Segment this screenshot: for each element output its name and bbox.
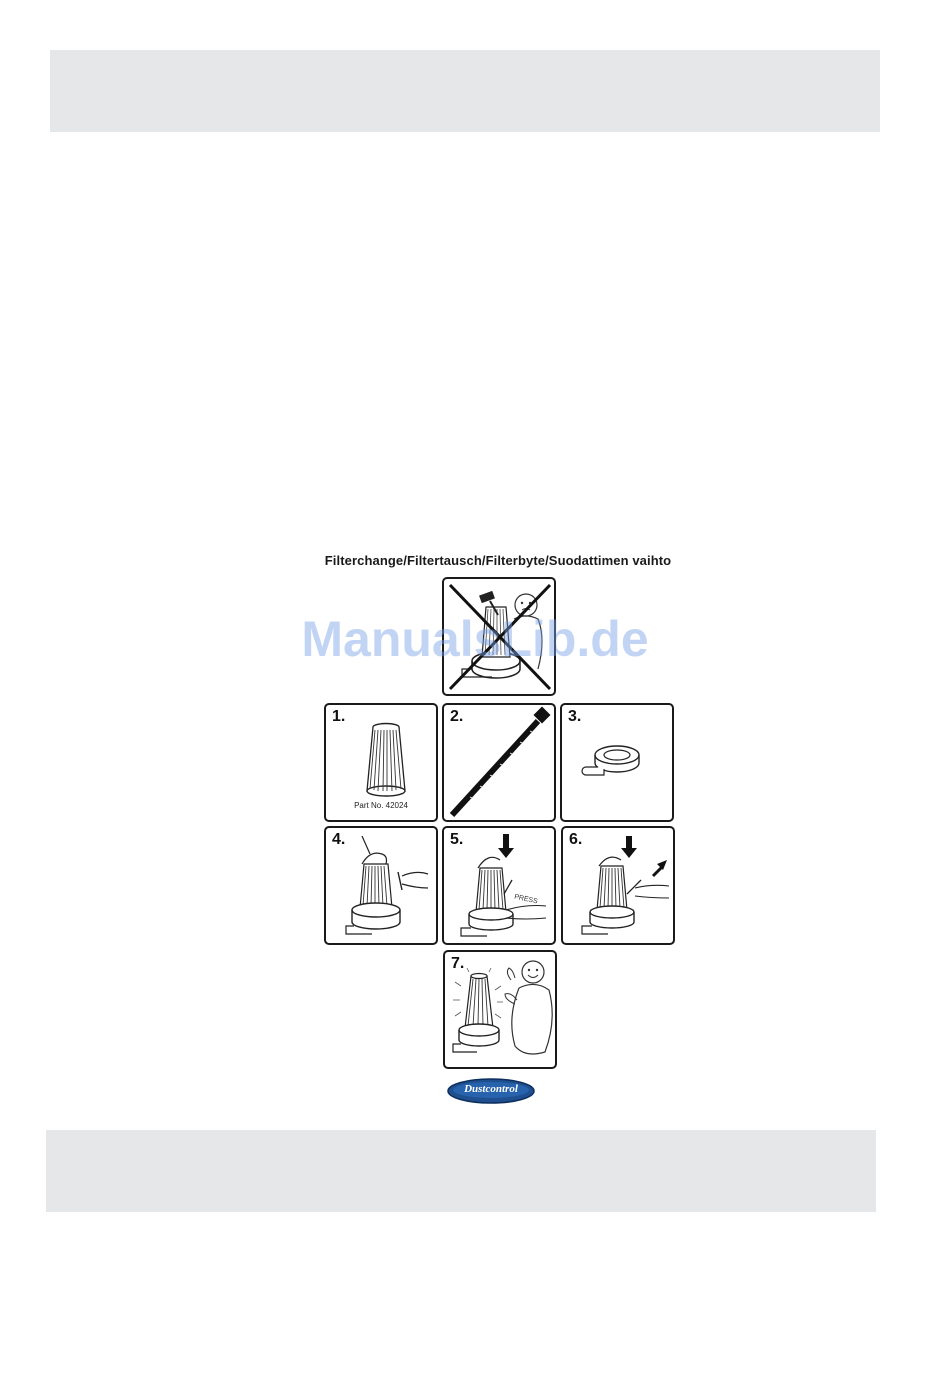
step-number: 6. (569, 831, 583, 848)
step-1-panel (324, 703, 438, 822)
step-7-panel (443, 950, 557, 1069)
step-5-panel (442, 826, 556, 945)
header-band (50, 50, 880, 132)
no-cleaning-warning-icon (444, 579, 556, 696)
step-number: 7. (451, 955, 465, 972)
step-4-panel (324, 826, 438, 945)
watermark: ManualsLib.de (301, 611, 649, 667)
step-number: 5. (450, 831, 464, 848)
step-number: 1. (332, 708, 346, 725)
step-number: 4. (332, 831, 346, 848)
part-number-caption: Part No. 42024 (354, 801, 408, 810)
logo-text: Dustcontrol (464, 1083, 518, 1095)
dustcontrol-logo (447, 1077, 535, 1105)
page-title: Filterchange/Filtertausch/Filterbyte/Suodattimen vaihto (324, 553, 672, 568)
step-2-panel (442, 703, 556, 822)
footer-band (46, 1130, 876, 1212)
step-6-panel (561, 826, 675, 945)
step-number: 3. (568, 708, 582, 725)
press-label: PRESS (513, 893, 539, 906)
step-3-panel (560, 703, 674, 822)
step-number: 2. (450, 708, 464, 725)
warning-panel (442, 577, 556, 696)
